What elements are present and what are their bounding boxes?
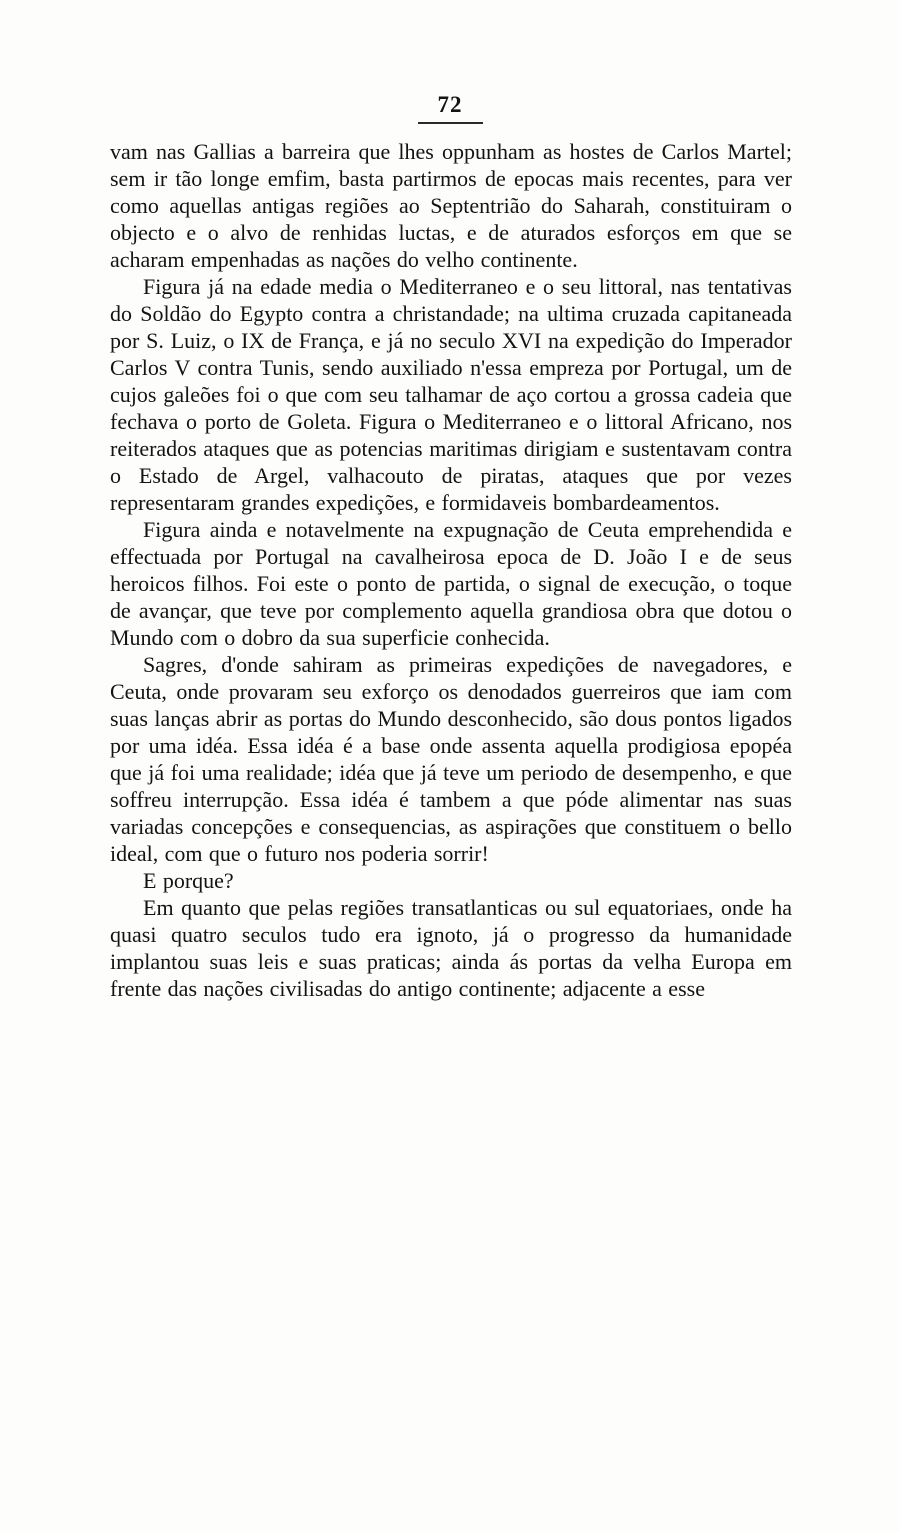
- paragraph-sagres: Sagres, d'onde sahiram as primeiras expedições de navegadores, e Ceuta, onde provaram seu exforço os denodados guerreiros que iam com suas lanças abrir as portas do Mundo desconhecido, são dous pontos ligados por uma idéa. Essa idéa é a base onde assenta aquella prodigiosa epopéa que já foi uma realidade; idéa que já teve um periodo de desempenho, e que soffreu interrupção. Essa idéa é tambem a que póde alimentar nas suas variadas concepções e consequencias, as aspirações que constituem o bello ideal, com que o futuro nos poderia sorrir!: [110, 652, 792, 866]
- paragraph-transatlanticas: Em quanto que pelas regiões transatlanticas ou sul equatoriaes, onde ha quasi quatro seculos tudo era ignoto, já o progresso da humanidade implantou suas leis e suas praticas; ainda ás portas da velha Europa em frente das nações civilisadas do antigo continente; adjacente a esse: [110, 895, 792, 1001]
- page-header: [0, 92, 900, 124]
- paragraph-continuation: vam nas Gallias a barreira que lhes oppunham as hostes de Carlos Martel; sem ir tão longe emfim, basta partirmos de epocas mais recentes, para ver como aquellas antigas regiões ao Septentrião do Saharah, constituiram o objecto e o alvo de renhidas luctas, e de aturados esforços em que se acharam empenhadas as nações do velho continente.: [110, 139, 792, 272]
- paragraph-ceuta: Figura ainda e notavelmente na expugnação de Ceuta emprehendida e effectuada por Portugal na cavalheirosa epoca de D. João I e de seus heroicos filhos. Foi este o ponto de partida, o signal de execução, o toque de avançar, que teve por complemento aquella grandiosa obra que dotou o Mundo com o dobro da sua superficie conhecida.: [110, 517, 792, 650]
- page-number: 72: [418, 92, 483, 124]
- paragraph-question: E porque?: [143, 868, 234, 893]
- page-text-block: [110, 138, 792, 1002]
- paragraph-mediterraneo: Figura já na edade media o Mediterraneo e o seu littoral, nas tentativas do Soldão do Egypto contra a christandade; na ultima cruzada capitaneada por S. Luiz, o IX de França, e já no seculo XVI na expedição do Imperador Carlos V contra Tunis, sendo auxiliado n'essa empreza por Portugal, um de cujos galeões foi o que com seu talhamar de aço cortou a grossa cadeia que fechava o porto de Goleta. Figura o Mediterraneo e o littoral Africano, nos reiterados ataques que as potencias maritimas dirigiam e sustentavam contra o Estado de Argel, valhacouto de piratas, ataques que por vezes representaram grandes expedições, e formidaveis bombardeamentos.: [110, 274, 792, 515]
